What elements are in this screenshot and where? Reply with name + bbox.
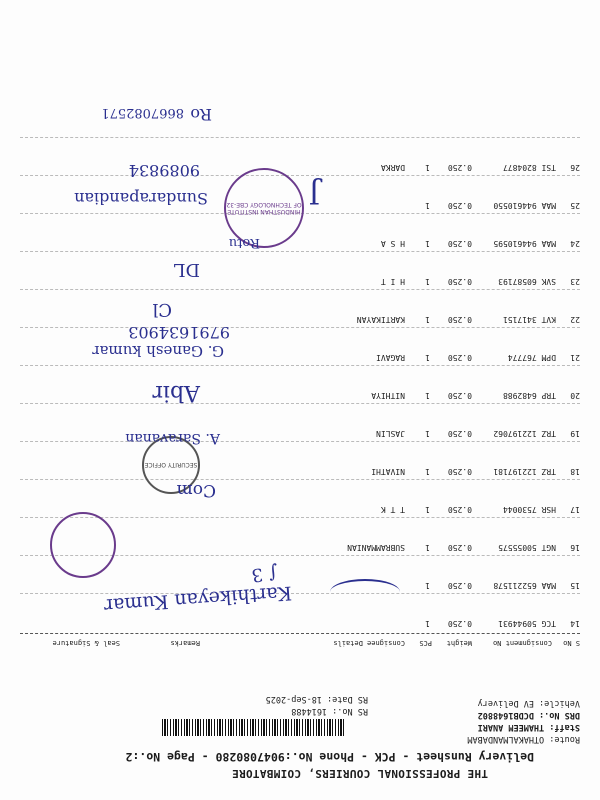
company-title: THE PROFESSIONAL COURIERS, COIMBATORE <box>231 767 488 780</box>
table-row <box>0 342 600 362</box>
runsheet-title: Delivery Runsheet - PCK - Phone No.:9047080280 - Page No.:2 <box>125 750 534 764</box>
row-weight: 0.250 <box>447 543 472 552</box>
row-weight: 0.250 <box>447 581 472 590</box>
row-weight: 0.250 <box>447 239 472 248</box>
table-row <box>0 418 600 438</box>
signature-row25: J <box>308 177 320 210</box>
row-sno: 17 <box>570 505 580 514</box>
row-pcs: 1 <box>425 619 430 628</box>
row-consignment-no: DPM 767774 <box>507 353 556 362</box>
row-divider <box>20 137 580 138</box>
row-consignee: NITHIYA <box>371 391 405 400</box>
row-weight: 0.250 <box>447 391 472 400</box>
drs-label: DRS No.: DCDB1648802 <box>477 710 580 720</box>
row-weight: 0.250 <box>447 315 472 324</box>
row-weight: 0.250 <box>447 201 472 210</box>
row-pcs: 1 <box>425 505 430 514</box>
row-pcs: 1 <box>425 391 430 400</box>
signature-row21-name: G. Ganesh kumar <box>92 342 224 360</box>
row-divider <box>20 365 580 366</box>
col-pcs: PCS <box>419 639 432 647</box>
row-divider <box>20 479 580 480</box>
signature-row22: DL <box>173 259 200 280</box>
table-row <box>0 152 600 172</box>
row-weight: 0.250 <box>447 163 472 172</box>
signature-row21-cl: Cl <box>152 299 172 320</box>
signature-row21-phone: 9791634903 <box>128 323 230 342</box>
security-seal: SECURITY OFFICE <box>142 436 200 494</box>
row-sno: 21 <box>570 353 580 362</box>
row-consignee: NIVATHI <box>371 467 405 476</box>
row-weight: 0.250 <box>447 619 472 628</box>
row-consignee: H I T <box>380 277 405 286</box>
row-divider <box>20 251 580 252</box>
row-divider <box>20 403 580 404</box>
signature-row25-phone: 9089834 <box>128 161 200 180</box>
signature-row26: Ro <box>190 105 212 124</box>
row-sno: 24 <box>570 239 580 248</box>
row-consignment-no: TCG 50944931 <box>498 619 556 628</box>
col-remarks: Remarks <box>170 639 200 647</box>
row-pcs: 1 <box>425 429 430 438</box>
row-consignment-no: KVT 3417151 <box>503 315 556 324</box>
row-sno: 19 <box>570 429 580 438</box>
table-row <box>0 456 600 476</box>
col-consignment: Consignment No <box>492 639 552 647</box>
table-row <box>0 228 600 248</box>
row-pcs: 1 <box>425 543 430 552</box>
row-consignment-no: TRZ 122197181 <box>493 467 556 476</box>
col-weight: Weight <box>446 639 472 647</box>
row-consignment-no: NGT 50055575 <box>498 543 556 552</box>
hit-seal: HINDUSTHAN INSTITUTE OF TECHNOLOGY CBE-32 <box>224 168 304 248</box>
row-weight: 0.250 <box>447 277 472 286</box>
row-sno: 20 <box>570 391 580 400</box>
row-sno: 16 <box>570 543 580 552</box>
row-pcs: 1 <box>425 315 430 324</box>
col-seal: Seal & Signature <box>52 639 120 647</box>
barcode <box>162 719 344 736</box>
row-consignment-no: TRZ 122197062 <box>493 429 556 438</box>
table-row <box>0 304 600 324</box>
row-pcs: 1 <box>425 277 430 286</box>
col-consignee: Consignee Details <box>333 639 405 647</box>
rs-date-label: RS Date: 18-Sep-2025 <box>265 694 368 704</box>
row-sno: 23 <box>570 277 580 286</box>
signature-row16: ∫ 3 <box>250 561 280 586</box>
row-consignee: T T K <box>380 505 405 514</box>
row-sno: 22 <box>570 315 580 324</box>
row-consignment-no: SVK 60587193 <box>498 277 556 286</box>
signature-row26-phone: 8667082571 <box>101 105 184 120</box>
signature-row19: Abir <box>152 380 200 405</box>
row-pcs: 1 <box>425 239 430 248</box>
signature-row24: Rotu <box>228 235 260 250</box>
company-seal-row16 <box>50 512 116 578</box>
row-consignee: RAGAVI <box>376 353 405 362</box>
row-divider <box>20 289 580 290</box>
row-divider <box>20 327 580 328</box>
signature-row18: A. Saravanan <box>125 430 220 446</box>
row-sno: 26 <box>570 163 580 172</box>
row-sno: 15 <box>570 581 580 590</box>
row-consignment-no: MAA 652211578 <box>493 581 556 590</box>
row-consignee: DARKA <box>380 163 405 172</box>
table-row <box>0 380 600 400</box>
table-row <box>0 494 600 514</box>
row-consignment-no: MAA 944610595 <box>493 239 556 248</box>
row-weight: 0.250 <box>447 505 472 514</box>
rs-no-label: RS No.: 1614488 <box>291 706 368 716</box>
row-weight: 0.250 <box>447 353 472 362</box>
header-divider <box>20 633 580 634</box>
row-weight: 0.250 <box>447 429 472 438</box>
row-consignee: H S A <box>380 239 405 248</box>
row-sno: 14 <box>570 619 580 628</box>
row-pcs: 1 <box>425 163 430 172</box>
row-divider <box>20 441 580 442</box>
route-label: Route: OTHAKALMANDABAM <box>467 734 580 744</box>
row-consignment-no: TSI 8204877 <box>503 163 556 172</box>
row-pcs: 1 <box>425 467 430 476</box>
signature-row25-name: Sundarapandian <box>74 189 208 208</box>
row-consignment-no: HSR 7530044 <box>503 505 556 514</box>
row-consignee: KARTIKAYAN <box>356 315 405 324</box>
signature-scribble-15 <box>330 579 400 605</box>
row-pcs: 1 <box>425 201 430 210</box>
col-sno: S No <box>563 639 580 647</box>
row-sno: 25 <box>570 201 580 210</box>
table-row <box>0 608 600 628</box>
row-consignment-no: TRP 6482988 <box>503 391 556 400</box>
staff-label: Staff: THAMEEM ANARI <box>477 722 580 732</box>
row-divider <box>20 175 580 176</box>
signature-row15: Karthikeyan Kumar <box>103 581 293 617</box>
vehicle-label: Vehicle: EV Delivery <box>477 698 580 708</box>
row-sno: 18 <box>570 467 580 476</box>
row-consignee: JASLIN <box>376 429 405 438</box>
signature-row17: Com <box>176 480 216 500</box>
row-pcs: 1 <box>425 353 430 362</box>
row-divider <box>20 517 580 518</box>
table-row <box>0 266 600 286</box>
row-consignment-no: MAA 944610550 <box>493 201 556 210</box>
row-weight: 0.250 <box>447 467 472 476</box>
row-consignee: SUBRAMMANIAN <box>347 543 405 552</box>
row-pcs: 1 <box>425 581 430 590</box>
